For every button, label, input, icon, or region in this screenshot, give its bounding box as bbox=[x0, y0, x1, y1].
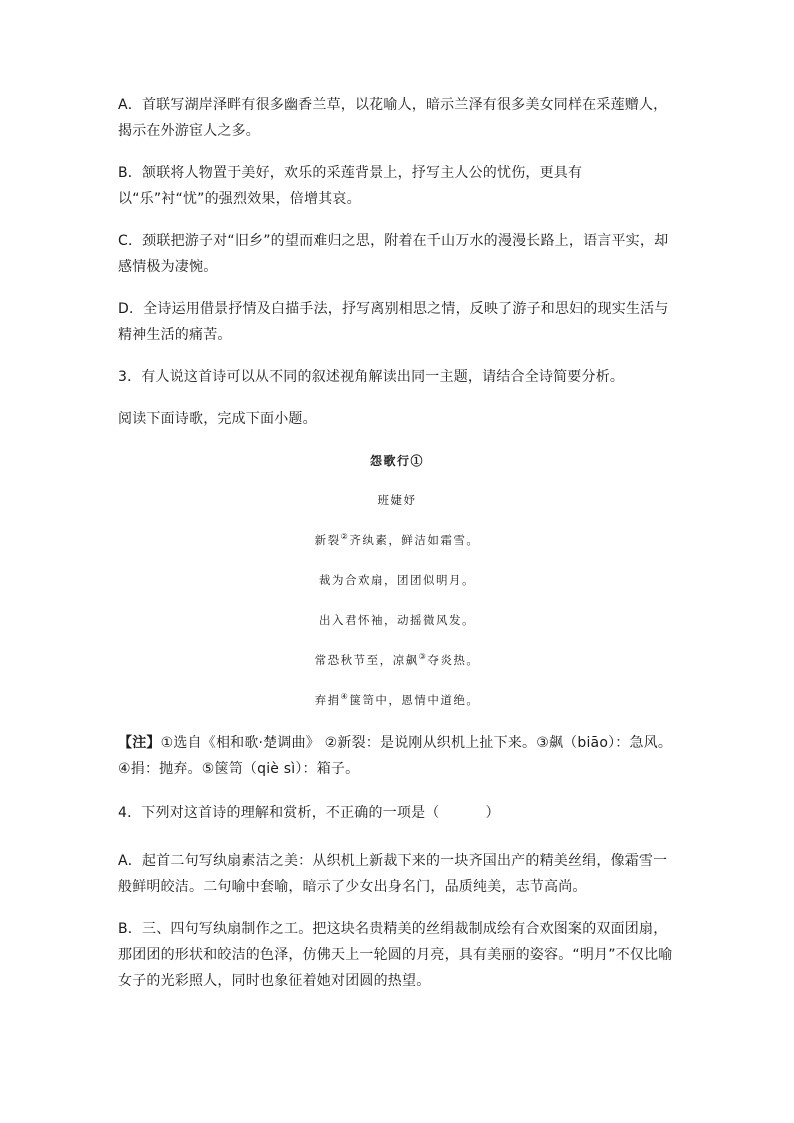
poem-title: 怨歌行① bbox=[369, 454, 424, 468]
question-3: 3．有人说这首诗可以从不同的叙述视角解读出同一主题，请结合全诗简要分析。 bbox=[118, 369, 625, 385]
poem-line bbox=[0, 612, 794, 628]
poem-line-text: 箧笥中，恩情中道绝。 bbox=[349, 693, 480, 707]
poem-notes bbox=[118, 730, 678, 782]
reading-instruction: 阅读下面诗歌，完成下面小题。 bbox=[118, 411, 317, 427]
notes-text: ①选自《相和歌·楚调曲》 ②新裂：是说刚从织机上扯下来。③飙（biāo）：急风。④捐：抛弃。⑤箧笥（qiè sì）：箱子。 bbox=[118, 735, 673, 777]
q4-option-a: A．起首二句写纨扇素洁之美：从织机上新裁下来的一块齐国出产的精美丝绢，像霜雪一般鲜明皎洁。二句喻中套喻，暗示了少女出身名门，品质纯美，志节高尚。 bbox=[118, 853, 668, 895]
question-4-stem: 4．下列对这首诗的理解和赏析，不正确的一项是（ bbox=[118, 805, 440, 821]
q2-option-a: A．首联写湖岸泽畔有很多幽香兰草，以花喻人，暗示兰泽有很多美女同样在采莲赠人，揭示在外游宦人之多。 bbox=[118, 97, 668, 139]
poem-line-text: 新裂 bbox=[314, 533, 341, 547]
notes-label: 【注】 bbox=[118, 735, 161, 751]
poem-line bbox=[0, 532, 794, 548]
footnote-marker: ③ bbox=[418, 652, 428, 662]
poem-line bbox=[0, 652, 794, 668]
poem-line bbox=[0, 572, 794, 588]
poem-line bbox=[0, 692, 794, 708]
q4-option-b: B．三、四句写纨扇制作之工。把这块名贵精美的丝绢裁制成绘有合欢图案的双面团扇，那团团的形状和皎洁的色泽，仿佛天上一轮圆的月亮，具有美丽的姿容。“明月”不仅比喻女子的光彩照人，同时也象征着她对团圆的热望。 bbox=[118, 921, 673, 989]
footnote-marker: ② bbox=[340, 532, 350, 542]
poem-line-text: 齐纨素，鲜洁如霜雪。 bbox=[349, 533, 480, 547]
poem-line-text: 弃捐 bbox=[314, 693, 341, 707]
poem-line-text: 夺炎热。 bbox=[427, 653, 480, 667]
question-4 bbox=[118, 800, 678, 826]
poem-line-text: 出入君怀袖，动摇微风发。 bbox=[319, 613, 475, 627]
q2-option-d: D．全诗运用借景抒情及白描手法，抒写离别相思之情，反映了游子和思妇的现实生活与精神生活的痛苦。 bbox=[118, 301, 669, 343]
footnote-marker: ④ bbox=[340, 692, 350, 702]
poem-author: 班婕妤 bbox=[377, 493, 417, 507]
question-4-stem-end: ） bbox=[485, 805, 500, 821]
poem-line-text: 裁为合欢扇，团团似明月。 bbox=[319, 573, 475, 587]
q2-option-b: B．颔联将人物置于美好，欢乐的采莲背景上，抒写主人公的忧伤，更具有以“乐”衬“忧”的强烈效果，倍增其哀。 bbox=[118, 165, 583, 207]
poem-line-text: 常恐秋节至，凉飙 bbox=[314, 653, 419, 667]
q2-option-c: C．颈联把游子对“旧乡”的望而难归之思，附着在千山万水的漫漫长路上，语言平实，却感情极为凄惋。 bbox=[118, 233, 669, 275]
